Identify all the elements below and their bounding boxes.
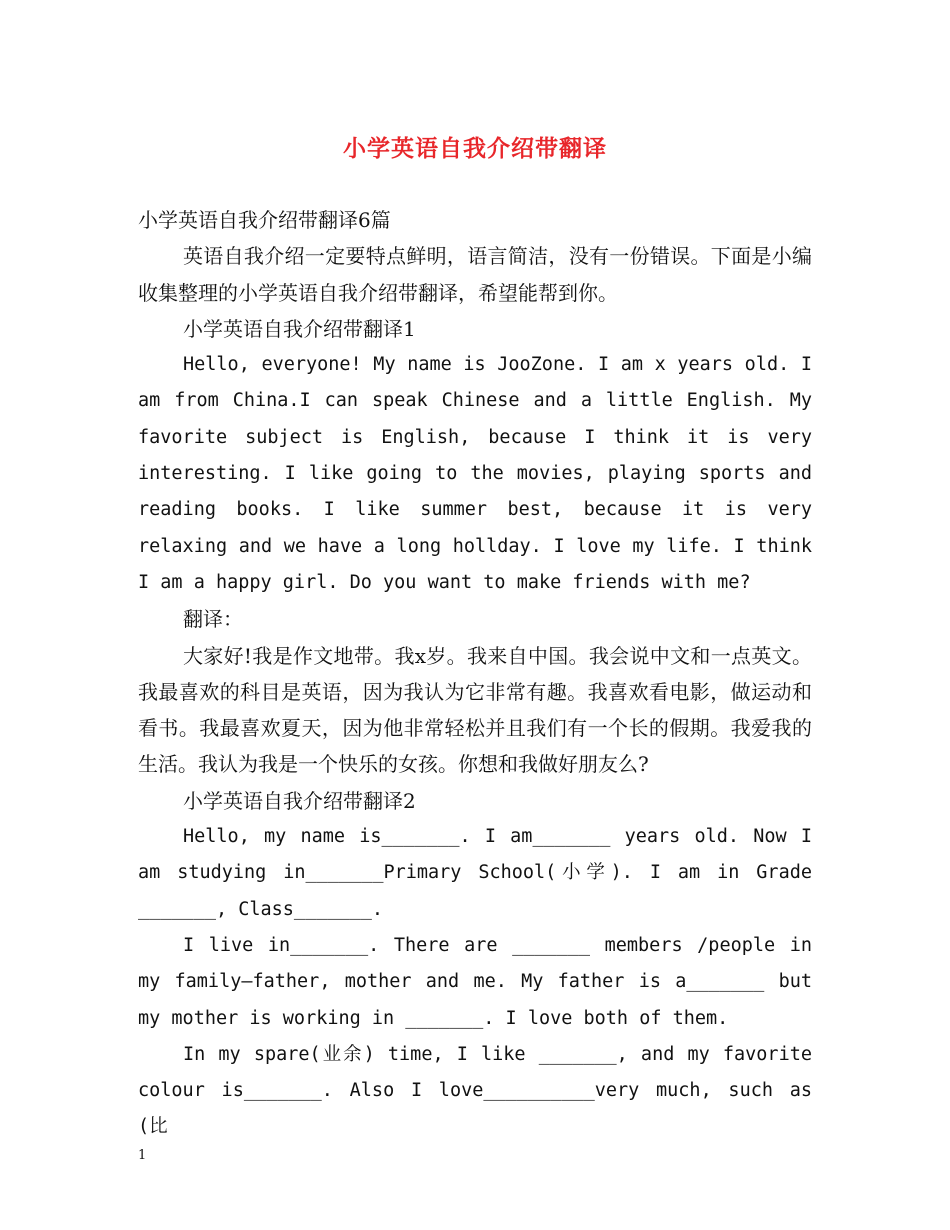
page-number: 1 (138, 1148, 147, 1163)
document-body (138, 202, 812, 1146)
document-title: 小学英语自我介绍带翻译 (343, 135, 607, 162)
section-heading-2: 小学英语自我介绍带翻译2 (183, 788, 416, 813)
translation-paragraph-1: 大家好!我是作文地带。我x岁。我来自中国。我会说中文和一点英文。我最喜欢的科目是英语，因为我认为它非常有趣。我喜欢看电影，做运动和看书。我最喜欢夏天，因为他非常轻松并且我们有一个长的假期。我爱我的生活。我认为我是一个快乐的女孩。你想和我做好朋友么? (138, 643, 812, 777)
intro-paragraph: 英语自我介绍一定要特点鲜明，语言简洁，没有一份错误。下面是小编收集整理的小学英语自我介绍带翻译，希望能帮到你。 (138, 244, 812, 305)
translation-label: 翻译： (183, 607, 243, 632)
english-paragraph-3: I live in_______. There are _______ members /people in my family—father, mother and me. My father is a_______ but my mother is working in _______. I love both of them. (138, 934, 812, 1029)
english-paragraph-4: In my spare(业余) time, I like _______, and my favorite colour is_______. Also I love__________very much, such as (比 (138, 1043, 812, 1138)
english-paragraph-2: Hello, my name is_______. I am_______ years old. Now I am studying in_______Primary School(小学). I am in Grade _______, Class_______. (138, 826, 812, 920)
english-paragraph-1: Hello, everyone! My name is JooZone. I am x years old. I am from China.I can speak Chinese and a little English. My favorite subject is English, because I think it is very interesting. I like going to the movies, playing sports and reading books. I like summer best, because it is very relaxing and we have a long hollday. I love my life. I think I am a happy girl. Do you want to make friends with me? (138, 354, 812, 593)
section-heading-1: 小学英语自我介绍带翻译1 (183, 316, 416, 341)
subtitle-paragraph: 小学英语自我介绍带翻译6篇 (138, 208, 391, 232)
